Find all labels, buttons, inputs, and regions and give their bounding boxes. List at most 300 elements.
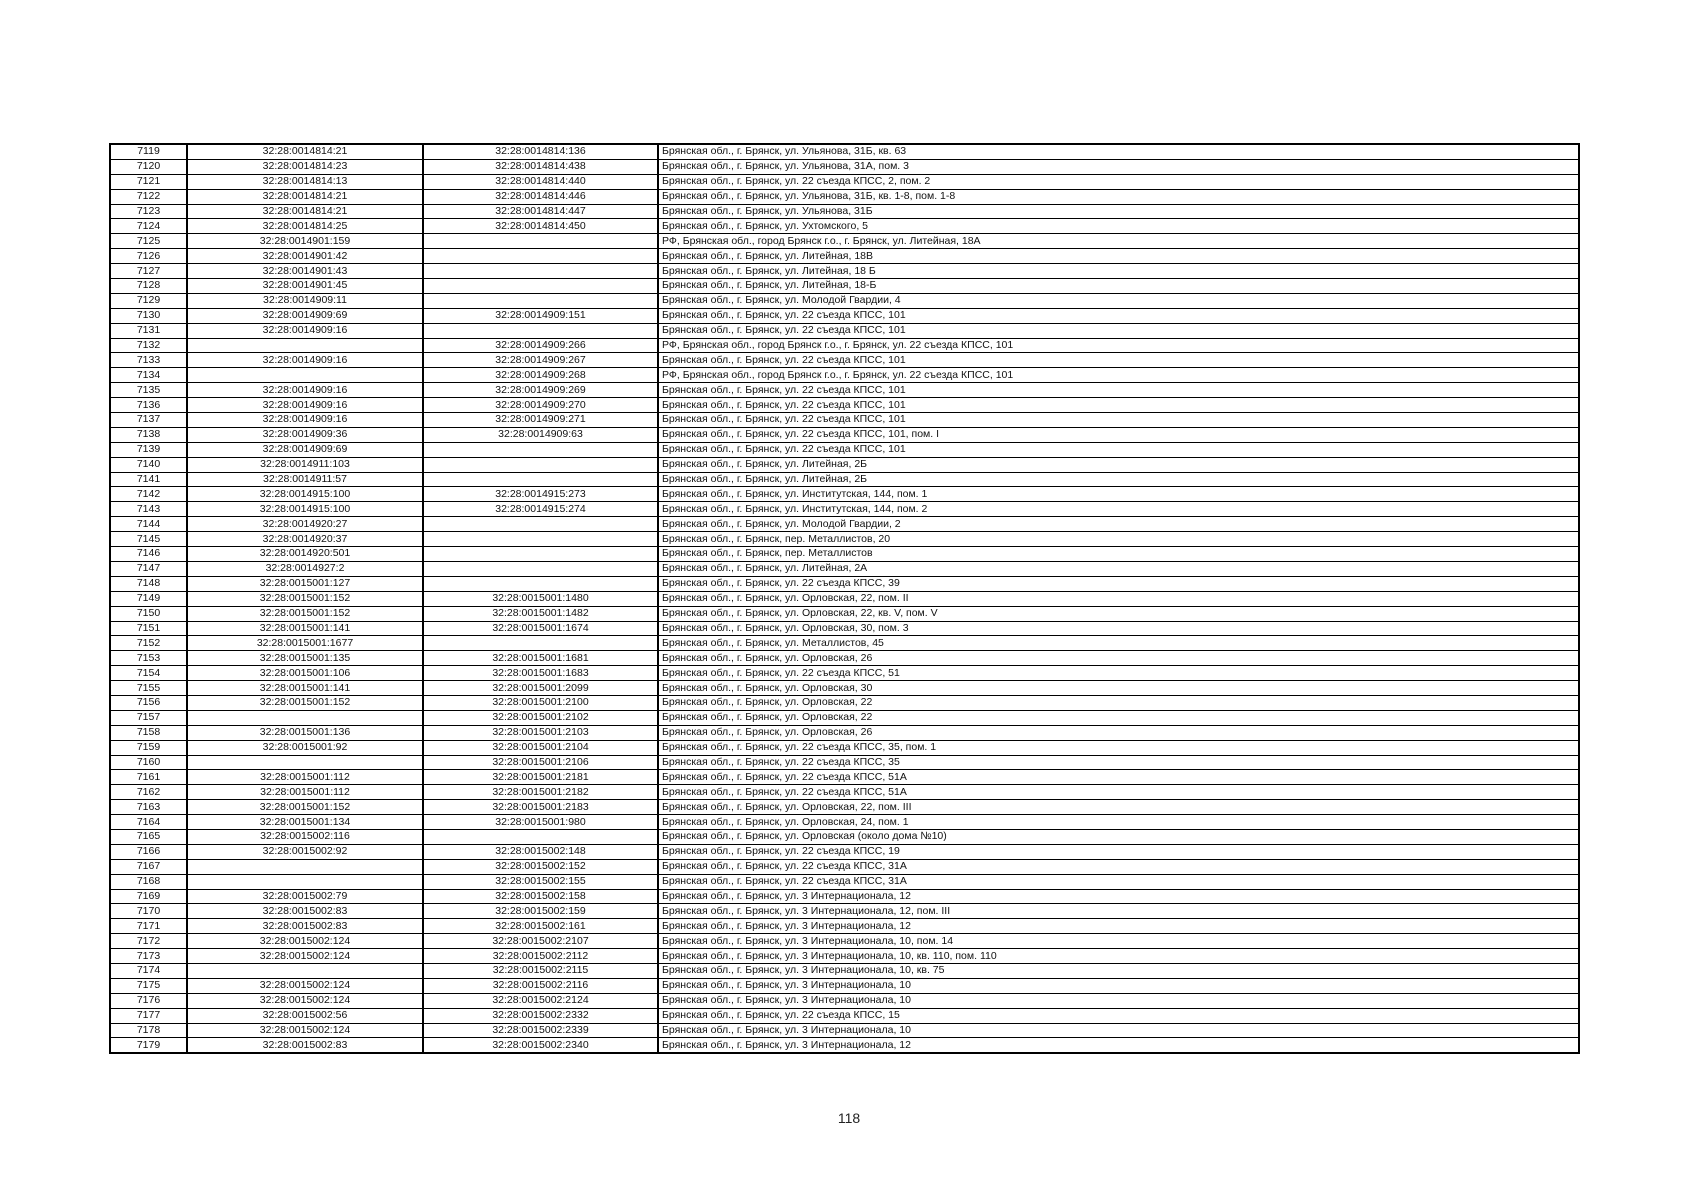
row-number-cell: 7131	[110, 323, 187, 338]
address-cell: Брянская обл., г. Брянск, ул. Литейная, 18 Б	[658, 264, 1579, 279]
table-row	[110, 844, 1579, 859]
row-number-cell: 7128	[110, 279, 187, 294]
table-row	[110, 755, 1579, 770]
address-cell: Брянская обл., г. Брянск, ул. 22 съезда КПСС, 31А	[658, 859, 1579, 874]
land-cadastral-number-cell: 32:28:0015001:135	[187, 651, 423, 666]
row-number-cell: 7126	[110, 249, 187, 264]
row-number-cell: 7159	[110, 740, 187, 755]
object-cadastral-number-cell: 32:28:0015001:1683	[423, 666, 658, 681]
land-cadastral-number-cell: 32:28:0014909:36	[187, 427, 423, 442]
land-cadastral-number-cell: 32:28:0015002:83	[187, 919, 423, 934]
land-cadastral-number-cell: 32:28:0014915:100	[187, 502, 423, 517]
land-cadastral-number-cell: 32:28:0015002:83	[187, 904, 423, 919]
land-cadastral-number-cell	[187, 963, 423, 978]
address-cell: Брянская обл., г. Брянск, ул. 22 съезда КПСС, 101	[658, 398, 1579, 413]
table-row	[110, 606, 1579, 621]
table-row	[110, 234, 1579, 249]
row-number-cell: 7177	[110, 1008, 187, 1023]
object-cadastral-number-cell	[423, 829, 658, 844]
address-cell: Брянская обл., г. Брянск, ул. 22 съезда КПСС, 35	[658, 755, 1579, 770]
table-row	[110, 978, 1579, 993]
table-row	[110, 800, 1579, 815]
object-cadastral-number-cell: 32:28:0015002:2340	[423, 1038, 658, 1053]
table-row	[110, 651, 1579, 666]
table-row	[110, 859, 1579, 874]
object-cadastral-number-cell: 32:28:0014814:447	[423, 204, 658, 219]
address-cell: Брянская обл., г. Брянск, ул. 22 съезда КПСС, 51	[658, 666, 1579, 681]
table-row	[110, 785, 1579, 800]
address-cell: Брянская обл., г. Брянск, ул. Орловская, 26	[658, 725, 1579, 740]
row-number-cell: 7125	[110, 234, 187, 249]
row-number-cell: 7133	[110, 353, 187, 368]
land-cadastral-number-cell: 32:28:0015001:152	[187, 695, 423, 710]
land-cadastral-number-cell: 32:28:0014814:21	[187, 189, 423, 204]
register-table-body	[110, 144, 1579, 1053]
land-cadastral-number-cell: 32:28:0015001:127	[187, 576, 423, 591]
table-row	[110, 487, 1579, 502]
land-cadastral-number-cell: 32:28:0015001:136	[187, 725, 423, 740]
address-cell: Брянская обл., г. Брянск, ул. Литейная, 2Б	[658, 457, 1579, 472]
object-cadastral-number-cell: 32:28:0014909:267	[423, 353, 658, 368]
land-cadastral-number-cell: 32:28:0015001:141	[187, 681, 423, 696]
address-cell: Брянская обл., г. Брянск, ул. 22 съезда КПСС, 15	[658, 1008, 1579, 1023]
object-cadastral-number-cell: 32:28:0015001:2181	[423, 770, 658, 785]
land-cadastral-number-cell: 32:28:0014909:16	[187, 353, 423, 368]
table-row	[110, 427, 1579, 442]
land-cadastral-number-cell: 32:28:0014915:100	[187, 487, 423, 502]
row-number-cell: 7173	[110, 949, 187, 964]
table-row	[110, 547, 1579, 562]
land-cadastral-number-cell: 32:28:0015001:92	[187, 740, 423, 755]
address-cell: Брянская обл., г. Брянск, ул. 3 Интернационала, 12, пом. III	[658, 904, 1579, 919]
address-cell: Брянская обл., г. Брянск, ул. Орловская, 22, пом. III	[658, 800, 1579, 815]
row-number-cell: 7123	[110, 204, 187, 219]
table-row	[110, 621, 1579, 636]
land-cadastral-number-cell: 32:28:0015002:56	[187, 1008, 423, 1023]
land-cadastral-number-cell	[187, 755, 423, 770]
row-number-cell: 7136	[110, 398, 187, 413]
address-cell: Брянская обл., г. Брянск, ул. Орловская, 26	[658, 651, 1579, 666]
address-cell: Брянская обл., г. Брянск, ул. 22 съезда КПСС, 101, пом. I	[658, 427, 1579, 442]
row-number-cell: 7119	[110, 144, 187, 159]
row-number-cell: 7163	[110, 800, 187, 815]
address-cell: Брянская обл., г. Брянск, ул. Ульянова, 31А, пом. 3	[658, 159, 1579, 174]
row-number-cell: 7152	[110, 636, 187, 651]
row-number-cell: 7138	[110, 427, 187, 442]
row-number-cell: 7179	[110, 1038, 187, 1053]
land-cadastral-number-cell	[187, 368, 423, 383]
object-cadastral-number-cell	[423, 293, 658, 308]
address-cell: Брянская обл., г. Брянск, ул. 22 съезда КПСС, 35, пом. 1	[658, 740, 1579, 755]
row-number-cell: 7140	[110, 457, 187, 472]
object-cadastral-number-cell: 32:28:0014909:63	[423, 427, 658, 442]
land-cadastral-number-cell: 32:28:0014920:27	[187, 517, 423, 532]
object-cadastral-number-cell: 32:28:0015001:1482	[423, 606, 658, 621]
object-cadastral-number-cell	[423, 323, 658, 338]
address-cell: Брянская обл., г. Брянск, ул. 22 съезда КПСС, 19	[658, 844, 1579, 859]
row-number-cell: 7143	[110, 502, 187, 517]
land-cadastral-number-cell: 32:28:0014901:159	[187, 234, 423, 249]
address-cell: Брянская обл., г. Брянск, ул. 3 Интернационала, 10, кв. 110, пом. 110	[658, 949, 1579, 964]
row-number-cell: 7167	[110, 859, 187, 874]
land-cadastral-number-cell: 32:28:0014909:16	[187, 413, 423, 428]
table-row	[110, 576, 1579, 591]
land-cadastral-number-cell: 32:28:0014814:23	[187, 159, 423, 174]
row-number-cell: 7130	[110, 308, 187, 323]
object-cadastral-number-cell: 32:28:0014909:271	[423, 413, 658, 428]
table-row	[110, 591, 1579, 606]
object-cadastral-number-cell: 32:28:0014814:136	[423, 144, 658, 159]
object-cadastral-number-cell: 32:28:0015002:2124	[423, 993, 658, 1008]
object-cadastral-number-cell: 32:28:0015002:2332	[423, 1008, 658, 1023]
object-cadastral-number-cell: 32:28:0014909:270	[423, 398, 658, 413]
object-cadastral-number-cell	[423, 442, 658, 457]
object-cadastral-number-cell: 32:28:0015001:1480	[423, 591, 658, 606]
table-row	[110, 189, 1579, 204]
land-cadastral-number-cell: 32:28:0014909:16	[187, 398, 423, 413]
row-number-cell: 7148	[110, 576, 187, 591]
object-cadastral-number-cell: 32:28:0015002:161	[423, 919, 658, 934]
row-number-cell: 7161	[110, 770, 187, 785]
land-cadastral-number-cell: 32:28:0015002:124	[187, 949, 423, 964]
register-table	[109, 143, 1580, 1054]
table-row	[110, 666, 1579, 681]
land-cadastral-number-cell: 32:28:0015001:152	[187, 591, 423, 606]
row-number-cell: 7141	[110, 472, 187, 487]
row-number-cell: 7144	[110, 517, 187, 532]
land-cadastral-number-cell: 32:28:0014911:57	[187, 472, 423, 487]
address-cell: Брянская обл., г. Брянск, ул. Литейная, 18-Б	[658, 279, 1579, 294]
table-row	[110, 963, 1579, 978]
address-cell: Брянская обл., г. Брянск, ул. 22 съезда КПСС, 51А	[658, 770, 1579, 785]
row-number-cell: 7176	[110, 993, 187, 1008]
address-cell: Брянская обл., г. Брянск, ул. 22 съезда КПСС, 31А	[658, 874, 1579, 889]
address-cell: Брянская обл., г. Брянск, ул. Орловская, 30	[658, 681, 1579, 696]
table-row	[110, 889, 1579, 904]
row-number-cell: 7166	[110, 844, 187, 859]
table-row	[110, 636, 1579, 651]
address-cell: Брянская обл., г. Брянск, ул. Литейная, 18В	[658, 249, 1579, 264]
row-number-cell: 7145	[110, 532, 187, 547]
row-number-cell: 7162	[110, 785, 187, 800]
row-number-cell: 7172	[110, 934, 187, 949]
row-number-cell: 7168	[110, 874, 187, 889]
address-cell: Брянская обл., г. Брянск, пер. Металлистов, 20	[658, 532, 1579, 547]
object-cadastral-number-cell	[423, 532, 658, 547]
row-number-cell: 7151	[110, 621, 187, 636]
row-number-cell: 7142	[110, 487, 187, 502]
object-cadastral-number-cell: 32:28:0014814:438	[423, 159, 658, 174]
object-cadastral-number-cell: 32:28:0014915:274	[423, 502, 658, 517]
land-cadastral-number-cell: 32:28:0014814:13	[187, 174, 423, 189]
land-cadastral-number-cell: 32:28:0014901:42	[187, 249, 423, 264]
table-row	[110, 815, 1579, 830]
object-cadastral-number-cell: 32:28:0015002:2115	[423, 963, 658, 978]
address-cell: Брянская обл., г. Брянск, ул. Ульянова, 31Б	[658, 204, 1579, 219]
address-cell: Брянская обл., г. Брянск, ул. Орловская, 22, пом. II	[658, 591, 1579, 606]
row-number-cell: 7124	[110, 219, 187, 234]
address-cell: Брянская обл., г. Брянск, ул. 22 съезда КПСС, 2, пом. 2	[658, 174, 1579, 189]
object-cadastral-number-cell	[423, 457, 658, 472]
address-cell: Брянская обл., г. Брянск, ул. 3 Интернационала, 10, кв. 75	[658, 963, 1579, 978]
land-cadastral-number-cell: 32:28:0015002:83	[187, 1038, 423, 1053]
table-row	[110, 338, 1579, 353]
object-cadastral-number-cell: 32:28:0014814:446	[423, 189, 658, 204]
table-row	[110, 532, 1579, 547]
address-cell: Брянская обл., г. Брянск, ул. Орловская, 24, пом. 1	[658, 815, 1579, 830]
table-row	[110, 204, 1579, 219]
land-cadastral-number-cell	[187, 874, 423, 889]
address-cell: Брянская обл., г. Брянск, ул. Ухтомского, 5	[658, 219, 1579, 234]
row-number-cell: 7122	[110, 189, 187, 204]
address-cell: Брянская обл., г. Брянск, ул. Молодой Гвардии, 2	[658, 517, 1579, 532]
land-cadastral-number-cell: 32:28:0015001:1677	[187, 636, 423, 651]
land-cadastral-number-cell	[187, 859, 423, 874]
address-cell: Брянская обл., г. Брянск, ул. Институтская, 144, пом. 1	[658, 487, 1579, 502]
table-row	[110, 740, 1579, 755]
land-cadastral-number-cell: 32:28:0014920:37	[187, 532, 423, 547]
object-cadastral-number-cell	[423, 576, 658, 591]
land-cadastral-number-cell: 32:28:0014901:43	[187, 264, 423, 279]
row-number-cell: 7135	[110, 383, 187, 398]
address-cell: Брянская обл., г. Брянск, ул. 22 съезда КПСС, 39	[658, 576, 1579, 591]
row-number-cell: 7149	[110, 591, 187, 606]
row-number-cell: 7171	[110, 919, 187, 934]
object-cadastral-number-cell	[423, 264, 658, 279]
object-cadastral-number-cell: 32:28:0015001:2182	[423, 785, 658, 800]
address-cell: Брянская обл., г. Брянск, ул. 3 Интернационала, 10, пом. 14	[658, 934, 1579, 949]
table-row	[110, 279, 1579, 294]
land-cadastral-number-cell: 32:28:0015001:112	[187, 770, 423, 785]
object-cadastral-number-cell: 32:28:0015001:2100	[423, 695, 658, 710]
address-cell: Брянская обл., г. Брянск, ул. Молодой Гвардии, 4	[658, 293, 1579, 308]
row-number-cell: 7157	[110, 710, 187, 725]
object-cadastral-number-cell: 32:28:0015002:2107	[423, 934, 658, 949]
object-cadastral-number-cell: 32:28:0015002:2339	[423, 1023, 658, 1038]
object-cadastral-number-cell: 32:28:0015002:158	[423, 889, 658, 904]
address-cell: Брянская обл., г. Брянск, ул. Орловская, 30, пом. 3	[658, 621, 1579, 636]
table-row	[110, 323, 1579, 338]
table-row	[110, 710, 1579, 725]
address-cell: Брянская обл., г. Брянск, ул. Орловская (около дома №10)	[658, 829, 1579, 844]
row-number-cell: 7156	[110, 695, 187, 710]
object-cadastral-number-cell: 32:28:0015002:155	[423, 874, 658, 889]
land-cadastral-number-cell	[187, 338, 423, 353]
table-row	[110, 770, 1579, 785]
object-cadastral-number-cell	[423, 279, 658, 294]
address-cell: Брянская обл., г. Брянск, ул. 3 Интернационала, 10	[658, 993, 1579, 1008]
address-cell: Брянская обл., г. Брянск, ул. Орловская, 22	[658, 695, 1579, 710]
land-cadastral-number-cell: 32:28:0014814:21	[187, 204, 423, 219]
land-cadastral-number-cell: 32:28:0015002:124	[187, 978, 423, 993]
table-row	[110, 695, 1579, 710]
row-number-cell: 7178	[110, 1023, 187, 1038]
row-number-cell: 7129	[110, 293, 187, 308]
address-cell: Брянская обл., г. Брянск, ул. 22 съезда КПСС, 101	[658, 383, 1579, 398]
object-cadastral-number-cell: 32:28:0015001:1681	[423, 651, 658, 666]
land-cadastral-number-cell: 32:28:0015002:124	[187, 934, 423, 949]
table-row	[110, 383, 1579, 398]
table-row	[110, 829, 1579, 844]
object-cadastral-number-cell	[423, 561, 658, 576]
object-cadastral-number-cell: 32:28:0015001:2104	[423, 740, 658, 755]
address-cell: Брянская обл., г. Брянск, ул. Ульянова, 31Б, кв. 1-8, пом. 1-8	[658, 189, 1579, 204]
table-row	[110, 144, 1579, 159]
object-cadastral-number-cell: 32:28:0014915:273	[423, 487, 658, 502]
land-cadastral-number-cell: 32:28:0014909:69	[187, 308, 423, 323]
land-cadastral-number-cell: 32:28:0015001:141	[187, 621, 423, 636]
land-cadastral-number-cell: 32:28:0015002:79	[187, 889, 423, 904]
table-row	[110, 472, 1579, 487]
table-row	[110, 293, 1579, 308]
land-cadastral-number-cell: 32:28:0015002:92	[187, 844, 423, 859]
row-number-cell: 7160	[110, 755, 187, 770]
table-row	[110, 561, 1579, 576]
address-cell: Брянская обл., г. Брянск, ул. Ульянова, 31Б, кв. 63	[658, 144, 1579, 159]
row-number-cell: 7147	[110, 561, 187, 576]
land-cadastral-number-cell: 32:28:0015001:152	[187, 606, 423, 621]
land-cadastral-number-cell: 32:28:0014901:45	[187, 279, 423, 294]
table-row	[110, 1023, 1579, 1038]
row-number-cell: 7155	[110, 681, 187, 696]
object-cadastral-number-cell: 32:28:0015001:980	[423, 815, 658, 830]
table-row	[110, 949, 1579, 964]
address-cell: РФ, Брянская обл., город Брянск г.о., г. Брянск, ул. Литейная, 18А	[658, 234, 1579, 249]
object-cadastral-number-cell: 32:28:0015002:2112	[423, 949, 658, 964]
row-number-cell: 7153	[110, 651, 187, 666]
address-cell: Брянская обл., г. Брянск, ул. Металлистов, 45	[658, 636, 1579, 651]
object-cadastral-number-cell	[423, 636, 658, 651]
land-cadastral-number-cell: 32:28:0015001:106	[187, 666, 423, 681]
address-cell: Брянская обл., г. Брянск, ул. Орловская, 22, кв. V, пом. V	[658, 606, 1579, 621]
address-cell: Брянская обл., г. Брянск, ул. 3 Интернационала, 10	[658, 1023, 1579, 1038]
land-cadastral-number-cell	[187, 710, 423, 725]
table-row	[110, 159, 1579, 174]
table-row	[110, 681, 1579, 696]
row-number-cell: 7134	[110, 368, 187, 383]
land-cadastral-number-cell: 32:28:0014911:103	[187, 457, 423, 472]
table-row	[110, 413, 1579, 428]
table-row	[110, 725, 1579, 740]
object-cadastral-number-cell: 32:28:0014814:440	[423, 174, 658, 189]
land-cadastral-number-cell: 32:28:0015002:124	[187, 1023, 423, 1038]
table-row	[110, 442, 1579, 457]
object-cadastral-number-cell	[423, 472, 658, 487]
table-row	[110, 502, 1579, 517]
row-number-cell: 7154	[110, 666, 187, 681]
object-cadastral-number-cell: 32:28:0015002:152	[423, 859, 658, 874]
table-row	[110, 1008, 1579, 1023]
address-cell: Брянская обл., г. Брянск, ул. Институтская, 144, пом. 2	[658, 502, 1579, 517]
object-cadastral-number-cell: 32:28:0015001:2106	[423, 755, 658, 770]
land-cadastral-number-cell: 32:28:0014814:25	[187, 219, 423, 234]
row-number-cell: 7132	[110, 338, 187, 353]
row-number-cell: 7174	[110, 963, 187, 978]
land-cadastral-number-cell: 32:28:0015001:112	[187, 785, 423, 800]
row-number-cell: 7137	[110, 413, 187, 428]
address-cell: Брянская обл., г. Брянск, ул. 3 Интернационала, 12	[658, 889, 1579, 904]
object-cadastral-number-cell	[423, 234, 658, 249]
row-number-cell: 7127	[110, 264, 187, 279]
object-cadastral-number-cell	[423, 249, 658, 264]
address-cell: Брянская обл., г. Брянск, ул. 22 съезда КПСС, 51А	[658, 785, 1579, 800]
row-number-cell: 7139	[110, 442, 187, 457]
table-row	[110, 904, 1579, 919]
table-row	[110, 457, 1579, 472]
object-cadastral-number-cell	[423, 517, 658, 532]
row-number-cell: 7170	[110, 904, 187, 919]
land-cadastral-number-cell: 32:28:0015001:134	[187, 815, 423, 830]
object-cadastral-number-cell: 32:28:0015001:2099	[423, 681, 658, 696]
table-row	[110, 934, 1579, 949]
table-row	[110, 368, 1579, 383]
address-cell: Брянская обл., г. Брянск, ул. 3 Интернационала, 12	[658, 919, 1579, 934]
address-cell: Брянская обл., г. Брянск, ул. Литейная, 2Б	[658, 472, 1579, 487]
land-cadastral-number-cell: 32:28:0014909:16	[187, 383, 423, 398]
address-cell: РФ, Брянская обл., город Брянск г.о., г. Брянск, ул. 22 съезда КПСС, 101	[658, 338, 1579, 353]
object-cadastral-number-cell: 32:28:0014909:268	[423, 368, 658, 383]
row-number-cell: 7164	[110, 815, 187, 830]
address-cell: Брянская обл., г. Брянск, ул. Литейная, 2А	[658, 561, 1579, 576]
row-number-cell: 7175	[110, 978, 187, 993]
land-cadastral-number-cell: 32:28:0015002:116	[187, 829, 423, 844]
table-row	[110, 249, 1579, 264]
table-row	[110, 308, 1579, 323]
address-cell: Брянская обл., г. Брянск, ул. Орловская, 22	[658, 710, 1579, 725]
land-cadastral-number-cell: 32:28:0014909:69	[187, 442, 423, 457]
address-cell: Брянская обл., г. Брянск, ул. 22 съезда КПСС, 101	[658, 323, 1579, 338]
table-row	[110, 174, 1579, 189]
land-cadastral-number-cell: 32:28:0014909:11	[187, 293, 423, 308]
address-cell: Брянская обл., г. Брянск, ул. 22 съезда КПСС, 101	[658, 442, 1579, 457]
table-row	[110, 264, 1579, 279]
land-cadastral-number-cell: 32:28:0014909:16	[187, 323, 423, 338]
address-cell: Брянская обл., г. Брянск, ул. 3 Интернационала, 12	[658, 1038, 1579, 1053]
land-cadastral-number-cell: 32:28:0015002:124	[187, 993, 423, 1008]
table-row	[110, 517, 1579, 532]
table-row	[110, 993, 1579, 1008]
object-cadastral-number-cell: 32:28:0015002:148	[423, 844, 658, 859]
table-row	[110, 874, 1579, 889]
row-number-cell: 7169	[110, 889, 187, 904]
address-cell: Брянская обл., г. Брянск, ул. 22 съезда КПСС, 101	[658, 413, 1579, 428]
row-number-cell: 7121	[110, 174, 187, 189]
object-cadastral-number-cell: 32:28:0014909:269	[423, 383, 658, 398]
address-cell: Брянская обл., г. Брянск, ул. 3 Интернационала, 10	[658, 978, 1579, 993]
table-row	[110, 1038, 1579, 1053]
table-row	[110, 398, 1579, 413]
land-cadastral-number-cell: 32:28:0014920:501	[187, 547, 423, 562]
object-cadastral-number-cell: 32:28:0015002:2116	[423, 978, 658, 993]
land-cadastral-number-cell: 32:28:0015001:152	[187, 800, 423, 815]
land-cadastral-number-cell: 32:28:0014927:2	[187, 561, 423, 576]
object-cadastral-number-cell: 32:28:0014814:450	[423, 219, 658, 234]
page-number: 118	[837, 1110, 861, 1126]
object-cadastral-number-cell: 32:28:0015001:1674	[423, 621, 658, 636]
table-row	[110, 219, 1579, 234]
table-row	[110, 353, 1579, 368]
object-cadastral-number-cell: 32:28:0015001:2102	[423, 710, 658, 725]
object-cadastral-number-cell: 32:28:0014909:151	[423, 308, 658, 323]
row-number-cell: 7146	[110, 547, 187, 562]
object-cadastral-number-cell: 32:28:0015001:2183	[423, 800, 658, 815]
object-cadastral-number-cell: 32:28:0014909:266	[423, 338, 658, 353]
row-number-cell: 7165	[110, 829, 187, 844]
address-cell: Брянская обл., г. Брянск, ул. 22 съезда КПСС, 101	[658, 353, 1579, 368]
row-number-cell: 7120	[110, 159, 187, 174]
address-cell: Брянская обл., г. Брянск, пер. Металлистов	[658, 547, 1579, 562]
row-number-cell: 7158	[110, 725, 187, 740]
